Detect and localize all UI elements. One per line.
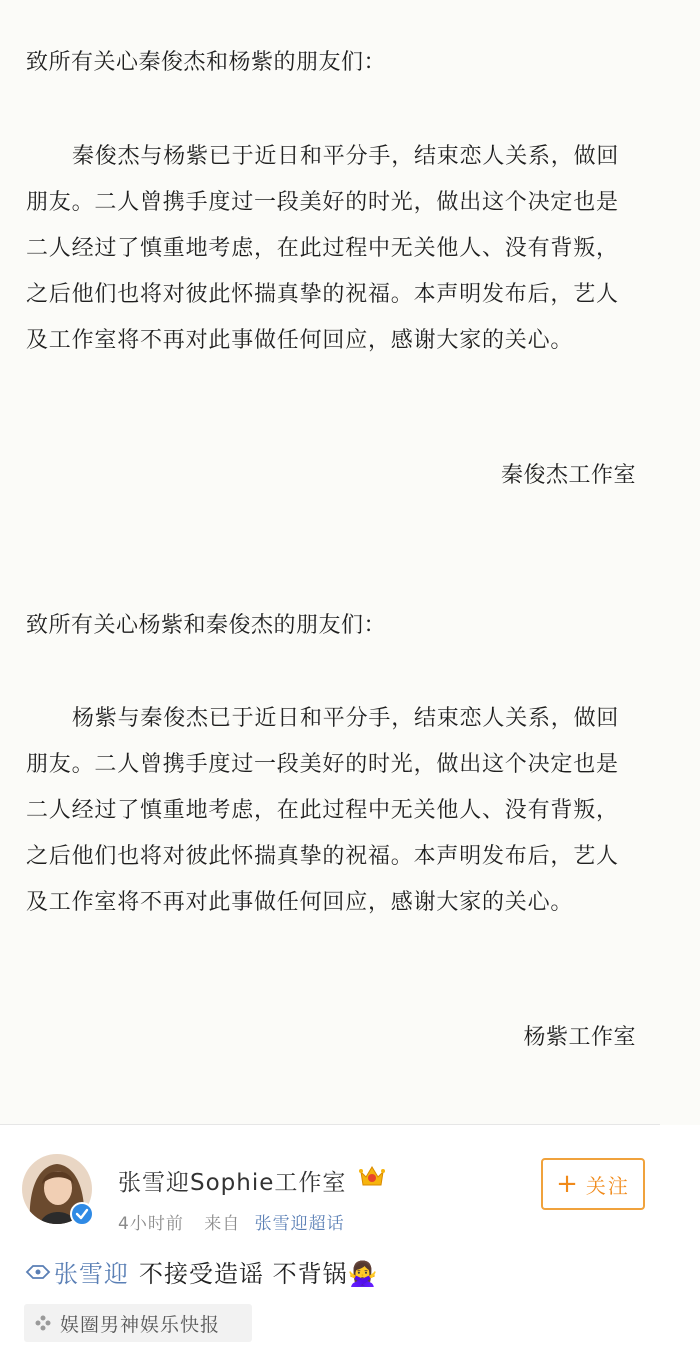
statement1-line: 之后他们也将对彼此怀揣真挚的祝福。本声明发布后，艺人	[26, 282, 619, 307]
crown-icon[interactable]	[358, 1163, 386, 1189]
statement2-line: 杨紫与秦俊杰已于近日和平分手，结束恋人关系，做回	[72, 706, 620, 731]
post-time: 4小时前	[118, 1214, 184, 1234]
statement2-body	[26, 696, 642, 926]
plus-icon: +	[556, 1169, 580, 1199]
statement2-greeting: 致所有关心杨紫和秦俊杰的朋友们：	[26, 613, 387, 638]
statement1-line: 二人经过了慎重地考虑，在此过程中无关他人、没有背叛，	[26, 236, 619, 261]
post-body: 不接受造谣 不背锅🙅‍♀️	[139, 1260, 379, 1288]
tag-label: 娱圈男神娱乐快报	[60, 1313, 221, 1336]
statement2-line: 二人经过了慎重地考虑，在此过程中无关他人、没有背叛，	[26, 798, 619, 823]
topic-icon	[24, 1263, 52, 1281]
divider	[0, 1124, 660, 1125]
source-link[interactable]: 张雪迎超话	[254, 1214, 345, 1234]
statement1-body	[26, 134, 642, 364]
follow-label: 关注	[585, 1173, 630, 1198]
verified-icon	[70, 1202, 94, 1226]
statement1-greeting: 致所有关心秦俊杰和杨紫的朋友们：	[26, 50, 387, 75]
statement2-line: 及工作室将不再对此事做任何回应，感谢大家的关心。	[26, 890, 574, 915]
statement1-line: 秦俊杰与杨紫已于近日和平分手，结束恋人关系，做回	[72, 144, 620, 169]
user-name[interactable]: 张雪迎Sophie工作室	[118, 1170, 347, 1196]
statement2-line: 朋友。二人曾携手度过一段美好的时光，做出这个决定也是	[26, 752, 619, 777]
topic-link[interactable]: 张雪迎	[24, 1254, 129, 1289]
tag-chip[interactable]	[24, 1304, 252, 1342]
statement1-line: 及工作室将不再对此事做任何回应，感谢大家的关心。	[26, 328, 574, 353]
weibo-post	[0, 1126, 700, 1359]
follow-button[interactable]	[541, 1158, 645, 1210]
tag-icon	[34, 1314, 52, 1332]
from-label: 来自	[204, 1214, 241, 1234]
statement1-signature: 秦俊杰工作室	[500, 463, 636, 488]
statement2-signature: 杨紫工作室	[523, 1025, 636, 1050]
statement1-line: 朋友。二人曾携手度过一段美好的时光，做出这个决定也是	[26, 190, 619, 215]
statement2-line: 之后他们也将对彼此怀揣真挚的祝福。本声明发布后，艺人	[26, 844, 619, 869]
post-meta	[118, 1209, 345, 1234]
post-text	[24, 1254, 379, 1289]
